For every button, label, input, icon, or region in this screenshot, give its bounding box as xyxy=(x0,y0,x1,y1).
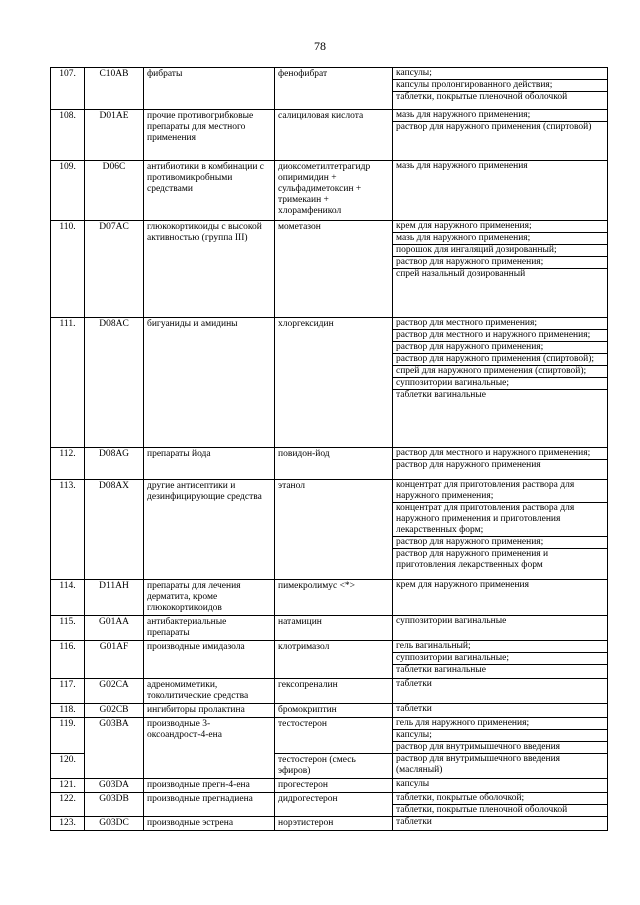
pharm-group: производные прегн-4-ена xyxy=(144,779,275,793)
table-row xyxy=(51,448,608,480)
pharm-group: производные прегнадиена xyxy=(144,793,275,817)
row-number: 122. xyxy=(51,793,85,817)
substance-name: норэтистерон xyxy=(275,817,393,831)
dosage-form: таблетки вагинальные xyxy=(393,389,607,401)
pharm-group: препараты йода xyxy=(144,448,275,480)
table-row xyxy=(51,68,608,110)
dosage-forms xyxy=(393,754,608,779)
substance-name: прогестерон xyxy=(275,779,393,793)
dosage-form: раствор для наружного применения xyxy=(393,459,607,471)
substance-name: этанол xyxy=(275,480,393,580)
row-number: 119. xyxy=(51,718,85,754)
atc-code: G01AA xyxy=(85,616,144,641)
substance-name: диоксометилтетрагидр опиримидин + сульфадиметоксин + тримекаин + хлорамфеникол xyxy=(275,161,393,221)
dosage-forms xyxy=(393,817,608,831)
table-row xyxy=(51,221,608,318)
dosage-form: раствор для наружного применения; xyxy=(393,256,607,268)
dosage-form: капсулы xyxy=(396,779,430,789)
dosage-forms xyxy=(393,480,608,580)
table-row xyxy=(51,161,608,221)
dosage-form: раствор для наружного применения; xyxy=(393,341,607,353)
pharm-group: антибактериальные препараты xyxy=(144,616,275,641)
atc-code: G03BA xyxy=(85,718,144,779)
row-number: 109. xyxy=(51,161,85,221)
atc-code: D08AC xyxy=(85,318,144,448)
substance-name: пимекролимус <*> xyxy=(275,580,393,616)
dosage-form: капсулы; xyxy=(396,68,432,78)
dosage-form: мазь для наружного применения xyxy=(396,161,528,171)
dosage-forms xyxy=(393,110,608,161)
dosage-form: раствор для внутримышечного введения (масляный) xyxy=(396,754,561,775)
dosage-form: раствор для наружного применения; xyxy=(393,536,607,548)
dosage-form: раствор для наружного применения (спиртовой); xyxy=(393,353,607,365)
substance-name: фенофибрат xyxy=(275,68,393,110)
pharm-group: антибиотики в комбинации с противомикробными средствами xyxy=(144,161,275,221)
dosage-forms xyxy=(393,580,608,616)
table-row xyxy=(51,318,608,448)
dosage-forms xyxy=(393,221,608,318)
table-row xyxy=(51,718,608,754)
dosage-forms xyxy=(393,641,608,679)
dosage-form: капсулы пролонгированного действия; xyxy=(393,79,607,91)
pharm-group: бигуаниды и амидины xyxy=(144,318,275,448)
substance-name: натамицин xyxy=(275,616,393,641)
table-row xyxy=(51,641,608,679)
dosage-form: таблетки xyxy=(396,817,432,827)
pharm-group: фибраты xyxy=(144,68,275,110)
dosage-form: суппозитории вагинальные; xyxy=(393,377,607,389)
dosage-form: спрей для наружного применения (спиртовой); xyxy=(393,365,607,377)
dosage-form: мазь для наружного применения; xyxy=(396,110,531,120)
dosage-forms xyxy=(393,448,608,480)
table-row xyxy=(51,580,608,616)
dosage-forms xyxy=(393,161,608,221)
dosage-form: раствор для местного и наружного применения; xyxy=(393,329,607,341)
atc-code: C10AB xyxy=(85,68,144,110)
dosage-form: мазь для наружного применения; xyxy=(393,232,607,244)
atc-code: G03DB xyxy=(85,793,144,817)
pharm-group: препараты для лечения дерматита, кроме глюкокортикоидов xyxy=(144,580,275,616)
row-number: 111. xyxy=(51,318,85,448)
dosage-form: раствор для местного применения; xyxy=(396,318,538,328)
substance-name: хлоргексидин xyxy=(275,318,393,448)
dosage-forms xyxy=(393,718,608,754)
pharm-group: ингибиторы пролактина xyxy=(144,704,275,718)
pharm-group: прочие противогрибковые препараты для местного применения xyxy=(144,110,275,161)
row-number: 108. xyxy=(51,110,85,161)
atc-code: G02CA xyxy=(85,679,144,704)
atc-code: G02CB xyxy=(85,704,144,718)
dosage-form: раствор для местного и наружного применения; xyxy=(396,448,591,458)
row-number: 117. xyxy=(51,679,85,704)
dosage-form: концентрат для приготовления раствора для наружного применения и приготовления лекарственных форм; xyxy=(393,502,607,536)
table-row xyxy=(51,793,608,817)
dosage-form: таблетки, покрытые пленочной оболочкой xyxy=(393,804,607,816)
pharm-group: производные 3-оксоандрост-4-ена xyxy=(144,718,275,779)
atc-code: G03DC xyxy=(85,817,144,831)
dosage-form: крем для наружного применения; xyxy=(396,221,532,231)
dosage-form: крем для наружного применения xyxy=(396,580,530,590)
substance-name: бромокриптин xyxy=(275,704,393,718)
pharm-group: адреномиметики, токолитические средства xyxy=(144,679,275,704)
table-row xyxy=(51,779,608,793)
row-number: 118. xyxy=(51,704,85,718)
row-number: 120. xyxy=(51,754,85,779)
atc-code: D06C xyxy=(85,161,144,221)
atc-code: D07AC xyxy=(85,221,144,318)
dosage-form: таблетки xyxy=(396,704,432,714)
dosage-form: раствор для внутримышечного введения xyxy=(393,741,607,753)
table-row xyxy=(51,616,608,641)
dosage-forms xyxy=(393,68,608,110)
row-number: 107. xyxy=(51,68,85,110)
dosage-forms xyxy=(393,779,608,793)
pharm-group: другие антисептики и дезинфицирующие средства xyxy=(144,480,275,580)
row-number: 115. xyxy=(51,616,85,641)
pharm-group: производные эстрена xyxy=(144,817,275,831)
dosage-form: таблетки вагинальные xyxy=(393,664,607,676)
substance-name: тестостерон xyxy=(275,718,393,754)
atc-code: D08AG xyxy=(85,448,144,480)
dosage-forms xyxy=(393,616,608,641)
dosage-form: таблетки, покрытые оболочкой; xyxy=(396,793,525,803)
row-number: 114. xyxy=(51,580,85,616)
substance-name: мометазон xyxy=(275,221,393,318)
table-row xyxy=(51,817,608,831)
dosage-form: суппозитории вагинальные; xyxy=(393,652,607,664)
table-row xyxy=(51,480,608,580)
dosage-form: гель вагинальный; xyxy=(396,641,471,651)
substance-name: повидон-йод xyxy=(275,448,393,480)
atc-code: D08AX xyxy=(85,480,144,580)
substance-name: тестостерон (смесь эфиров) xyxy=(275,754,393,779)
substance-name: салициловая кислота xyxy=(275,110,393,161)
dosage-form: порошок для ингаляций дозированный; xyxy=(393,244,607,256)
dosage-form: раствор для наружного применения и приготовления лекарственных форм xyxy=(393,548,607,571)
substance-name: гексопреналин xyxy=(275,679,393,704)
table-row xyxy=(51,679,608,704)
row-number: 121. xyxy=(51,779,85,793)
drug-table xyxy=(50,67,608,831)
row-number: 110. xyxy=(51,221,85,318)
substance-name: клотримазол xyxy=(275,641,393,679)
page-number: 78 xyxy=(314,39,326,53)
atc-code: D11AH xyxy=(85,580,144,616)
dosage-forms xyxy=(393,793,608,817)
pharm-group: глюкокортикоиды с высокой активностью (группа III) xyxy=(144,221,275,318)
dosage-form: спрей назальный дозированный xyxy=(393,268,607,280)
dosage-forms xyxy=(393,704,608,718)
atc-code: G01AF xyxy=(85,641,144,679)
table-row xyxy=(51,110,608,161)
row-number: 123. xyxy=(51,817,85,831)
dosage-form: гель для наружного применения; xyxy=(396,718,530,728)
dosage-form: суппозитории вагинальные xyxy=(396,616,507,626)
dosage-form: капсулы; xyxy=(393,729,607,741)
dosage-form: таблетки, покрытые пленочной оболочкой xyxy=(393,91,607,103)
row-number: 116. xyxy=(51,641,85,679)
row-number: 113. xyxy=(51,480,85,580)
row-number: 112. xyxy=(51,448,85,480)
atc-code: G03DA xyxy=(85,779,144,793)
dosage-form: раствор для наружного применения (спиртовой) xyxy=(393,121,607,133)
atc-code: D01AE xyxy=(85,110,144,161)
dosage-forms xyxy=(393,318,608,448)
pharm-group: производные имидазола xyxy=(144,641,275,679)
dosage-form: концентрат для приготовления раствора для наружного применения; xyxy=(396,480,575,501)
dosage-forms xyxy=(393,679,608,704)
substance-name: дидрогестерон xyxy=(275,793,393,817)
table-row xyxy=(51,704,608,718)
dosage-form: таблетки xyxy=(396,679,432,689)
